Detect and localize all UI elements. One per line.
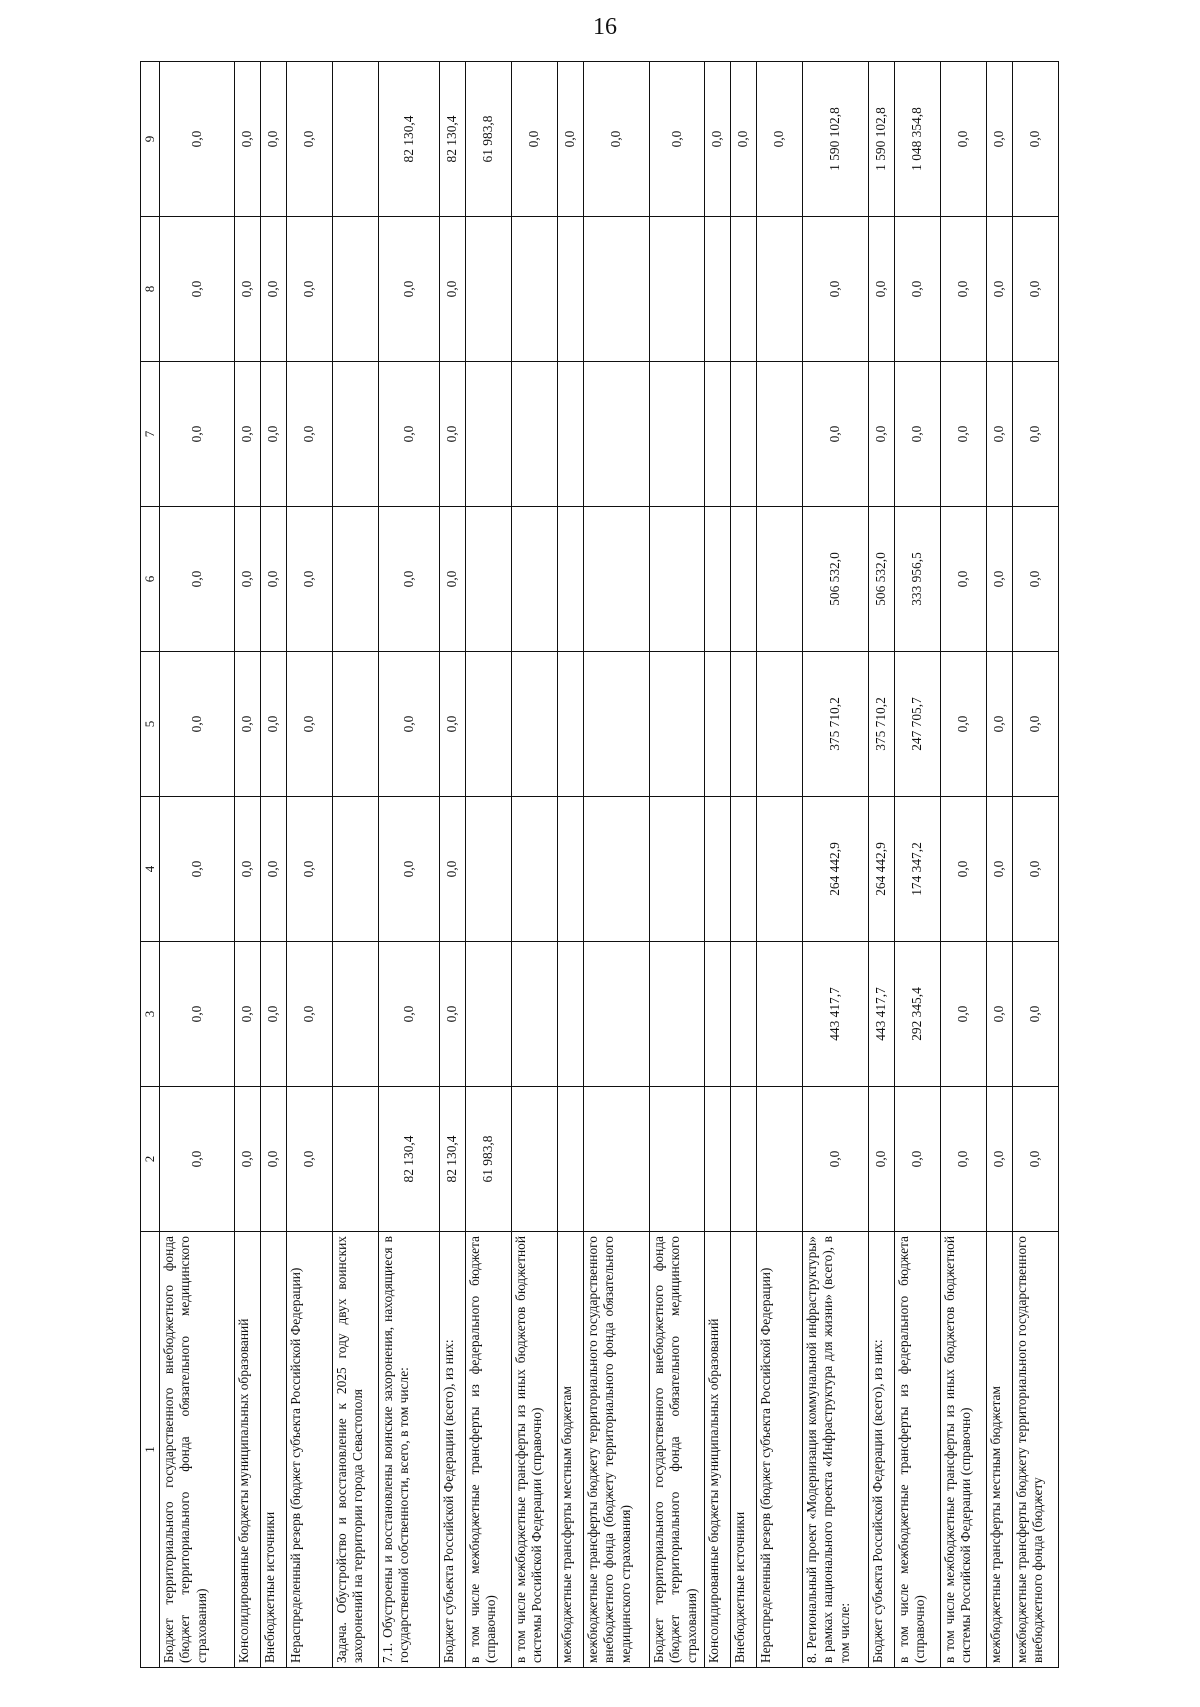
- value-cell: 0,0: [260, 362, 286, 507]
- value-cell: 1 048 354,8: [894, 62, 940, 217]
- value-cell: [756, 797, 802, 942]
- value-cell: 0,0: [986, 217, 1012, 362]
- value-cell: 0,0: [986, 362, 1012, 507]
- value-cell: [756, 362, 802, 507]
- table-row: [986, 62, 1012, 1668]
- value-cell: 375 710,2: [868, 652, 894, 797]
- value-cell: 0,0: [159, 1087, 234, 1232]
- value-cell: [704, 1087, 730, 1232]
- value-cell: 0,0: [1012, 217, 1058, 362]
- header-cell: 5: [141, 652, 160, 797]
- value-cell: 0,0: [986, 652, 1012, 797]
- table-row: [802, 62, 868, 1668]
- value-cell: 0,0: [286, 797, 332, 942]
- value-cell: [332, 1087, 378, 1232]
- value-cell: [730, 362, 756, 507]
- header-cell: 8: [141, 217, 160, 362]
- value-cell: [704, 507, 730, 652]
- value-cell: [756, 507, 802, 652]
- value-cell: 0,0: [730, 62, 756, 217]
- value-cell: [332, 362, 378, 507]
- value-cell: 0,0: [234, 507, 260, 652]
- table-row: [260, 62, 286, 1668]
- header-cell: 7: [141, 362, 160, 507]
- value-cell: 292 345,4: [894, 942, 940, 1087]
- table-row: [439, 62, 465, 1668]
- value-cell: 0,0: [986, 1087, 1012, 1232]
- row-label: Бюджет территориального государственного внебюджетного фонда (бюджет территориального фонда обязательного медицинского страхования): [159, 1232, 234, 1668]
- table-row: [894, 62, 940, 1668]
- value-cell: 443 417,7: [868, 942, 894, 1087]
- row-label: межбюджетные трансферты бюджету территориального государственного внебюджетного фонда (бюджету территориального фонда обязательного медицинского страхования): [583, 1232, 649, 1668]
- value-cell: 0,0: [1012, 652, 1058, 797]
- value-cell: [730, 1087, 756, 1232]
- value-cell: [557, 217, 583, 362]
- value-cell: 0,0: [940, 797, 986, 942]
- value-cell: 0,0: [894, 217, 940, 362]
- row-label: Бюджет субъекта Российской Федерации (всего), из них:: [868, 1232, 894, 1668]
- row-label: в том числе межбюджетные трансферты из иных бюджетов бюджетной системы Российской Федерации (справочно): [940, 1232, 986, 1668]
- value-cell: 0,0: [940, 942, 986, 1087]
- value-cell: 0,0: [159, 652, 234, 797]
- value-cell: 0,0: [940, 1087, 986, 1232]
- value-cell: 0,0: [159, 217, 234, 362]
- value-cell: 333 956,5: [894, 507, 940, 652]
- value-cell: 0,0: [439, 652, 465, 797]
- value-cell: [649, 362, 704, 507]
- value-cell: 0,0: [802, 362, 868, 507]
- value-cell: [649, 217, 704, 362]
- value-cell: 0,0: [439, 217, 465, 362]
- value-cell: [465, 217, 511, 362]
- table-row: [704, 62, 730, 1668]
- value-cell: 0,0: [868, 362, 894, 507]
- value-cell: [583, 507, 649, 652]
- value-cell: 61 983,8: [465, 62, 511, 217]
- value-cell: [465, 362, 511, 507]
- table-row: [332, 62, 378, 1668]
- value-cell: 0,0: [234, 62, 260, 217]
- value-cell: [465, 797, 511, 942]
- value-cell: [511, 942, 557, 1087]
- value-cell: [730, 217, 756, 362]
- value-cell: 61 983,8: [465, 1087, 511, 1232]
- header-cell: 6: [141, 507, 160, 652]
- value-cell: 0,0: [802, 217, 868, 362]
- value-cell: [511, 362, 557, 507]
- value-cell: [511, 217, 557, 362]
- value-cell: 0,0: [868, 1087, 894, 1232]
- value-cell: 0,0: [894, 362, 940, 507]
- table-row: [511, 62, 557, 1668]
- row-label: Бюджет субъекта Российской Федерации (всего), из них:: [439, 1232, 465, 1668]
- value-cell: 1 590 102,8: [802, 62, 868, 217]
- value-cell: 0,0: [1012, 797, 1058, 942]
- value-cell: 443 417,7: [802, 942, 868, 1087]
- value-cell: [583, 217, 649, 362]
- value-cell: 0,0: [234, 217, 260, 362]
- value-cell: 0,0: [234, 362, 260, 507]
- value-cell: 0,0: [756, 62, 802, 217]
- header-cell: 9: [141, 62, 160, 217]
- value-cell: 1 590 102,8: [868, 62, 894, 217]
- value-cell: 0,0: [260, 942, 286, 1087]
- table-row: [730, 62, 756, 1668]
- value-cell: 0,0: [1012, 62, 1058, 217]
- value-cell: 0,0: [159, 797, 234, 942]
- value-cell: 0,0: [234, 942, 260, 1087]
- value-cell: [332, 942, 378, 1087]
- value-cell: 0,0: [704, 62, 730, 217]
- value-cell: 0,0: [378, 797, 439, 942]
- value-cell: 0,0: [511, 62, 557, 217]
- value-cell: [730, 652, 756, 797]
- value-cell: [583, 797, 649, 942]
- value-cell: 0,0: [159, 942, 234, 1087]
- budget-table: [140, 61, 1059, 1668]
- value-cell: [704, 217, 730, 362]
- table-row: [1012, 62, 1058, 1668]
- value-cell: [756, 1087, 802, 1232]
- value-cell: [704, 362, 730, 507]
- value-cell: 0,0: [940, 507, 986, 652]
- table-row: [378, 62, 439, 1668]
- row-label: межбюджетные трансферты бюджету территориального государственного внебюджетного фонда (бюджету: [1012, 1232, 1058, 1668]
- value-cell: 0,0: [286, 942, 332, 1087]
- value-cell: [649, 942, 704, 1087]
- row-label: в том числе межбюджетные трансферты из иных бюджетов бюджетной системы Российской Федерации (справочно): [511, 1232, 557, 1668]
- table-row: [583, 62, 649, 1668]
- value-cell: [511, 1087, 557, 1232]
- value-cell: [704, 942, 730, 1087]
- value-cell: 0,0: [378, 217, 439, 362]
- value-cell: 82 130,4: [439, 1087, 465, 1232]
- value-cell: [511, 652, 557, 797]
- value-cell: [511, 797, 557, 942]
- value-cell: 0,0: [940, 217, 986, 362]
- value-cell: 0,0: [159, 507, 234, 652]
- value-cell: 0,0: [260, 1087, 286, 1232]
- table-row: [557, 62, 583, 1668]
- value-cell: [332, 507, 378, 652]
- value-cell: 82 130,4: [439, 62, 465, 217]
- budget-table-rotated: [140, 62, 1046, 1668]
- value-cell: 0,0: [1012, 362, 1058, 507]
- value-cell: [332, 797, 378, 942]
- value-cell: 0,0: [286, 507, 332, 652]
- header-cell: 1: [141, 1232, 160, 1668]
- value-cell: 0,0: [868, 217, 894, 362]
- table-row: [465, 62, 511, 1668]
- table-row: [159, 62, 234, 1668]
- value-cell: 0,0: [940, 62, 986, 217]
- row-label: Консолидированные бюджеты муниципальных образований: [704, 1232, 730, 1668]
- value-cell: 0,0: [378, 362, 439, 507]
- value-cell: 0,0: [1012, 507, 1058, 652]
- value-cell: 0,0: [986, 507, 1012, 652]
- value-cell: [465, 507, 511, 652]
- value-cell: [583, 652, 649, 797]
- table-row: [940, 62, 986, 1668]
- row-label: Нераспределенный резерв (бюджет субъекта Российской Федерации): [756, 1232, 802, 1668]
- value-cell: 0,0: [260, 507, 286, 652]
- value-cell: [730, 797, 756, 942]
- value-cell: [649, 1087, 704, 1232]
- value-cell: 0,0: [234, 797, 260, 942]
- value-cell: [557, 942, 583, 1087]
- value-cell: [583, 362, 649, 507]
- value-cell: [465, 942, 511, 1087]
- table-row: [234, 62, 260, 1668]
- row-label: Задача. Обустройство и восстановление к 2025 году двух воинских захоронений на территории города Севастополя: [332, 1232, 378, 1668]
- table-row: [868, 62, 894, 1668]
- value-cell: [730, 507, 756, 652]
- row-label: Бюджет территориального государственного внебюджетного фонда (бюджет территориального фонда обязательного медицинского страхования): [649, 1232, 704, 1668]
- table-row: [649, 62, 704, 1668]
- value-cell: 0,0: [894, 1087, 940, 1232]
- row-label: Внебюджетные источники: [730, 1232, 756, 1668]
- value-cell: [332, 62, 378, 217]
- value-cell: 82 130,4: [378, 1087, 439, 1232]
- value-cell: 0,0: [286, 1087, 332, 1232]
- table-row: [756, 62, 802, 1668]
- value-cell: 0,0: [378, 942, 439, 1087]
- value-cell: 0,0: [439, 942, 465, 1087]
- header-row: [141, 62, 160, 1668]
- row-label: Внебюджетные источники: [260, 1232, 286, 1668]
- value-cell: 0,0: [986, 942, 1012, 1087]
- row-label: 8. Региональный проект «Модернизация коммунальной инфраструктуры» в рамках национального проекта «Инфраструктура для жизни» (всего), в том числе:: [802, 1232, 868, 1668]
- value-cell: 0,0: [439, 507, 465, 652]
- value-cell: 0,0: [286, 217, 332, 362]
- value-cell: 0,0: [1012, 942, 1058, 1087]
- value-cell: [756, 942, 802, 1087]
- value-cell: [332, 652, 378, 797]
- value-cell: [756, 217, 802, 362]
- value-cell: 0,0: [260, 652, 286, 797]
- value-cell: 264 442,9: [868, 797, 894, 942]
- header-cell: 4: [141, 797, 160, 942]
- value-cell: 82 130,4: [378, 62, 439, 217]
- value-cell: 506 532,0: [868, 507, 894, 652]
- value-cell: 0,0: [583, 62, 649, 217]
- value-cell: 0,0: [234, 1087, 260, 1232]
- value-cell: [583, 942, 649, 1087]
- value-cell: 174 347,2: [894, 797, 940, 942]
- row-label: межбюджетные трансферты местным бюджетам: [986, 1232, 1012, 1668]
- table-row: [286, 62, 332, 1668]
- value-cell: [557, 1087, 583, 1232]
- value-cell: 0,0: [986, 797, 1012, 942]
- value-cell: 0,0: [439, 362, 465, 507]
- value-cell: [704, 652, 730, 797]
- value-cell: 247 705,7: [894, 652, 940, 797]
- value-cell: [557, 797, 583, 942]
- row-label: Нераспределенный резерв (бюджет субъекта Российской Федерации): [286, 1232, 332, 1668]
- value-cell: 0,0: [260, 62, 286, 217]
- value-cell: 0,0: [1012, 1087, 1058, 1232]
- value-cell: 506 532,0: [802, 507, 868, 652]
- value-cell: 0,0: [378, 507, 439, 652]
- value-cell: 0,0: [286, 62, 332, 217]
- value-cell: [649, 507, 704, 652]
- value-cell: 0,0: [649, 62, 704, 217]
- page-number: 16: [593, 14, 617, 40]
- value-cell: [730, 942, 756, 1087]
- value-cell: 264 442,9: [802, 797, 868, 942]
- value-cell: 0,0: [286, 362, 332, 507]
- value-cell: 0,0: [260, 217, 286, 362]
- value-cell: [649, 797, 704, 942]
- value-cell: [511, 507, 557, 652]
- value-cell: 0,0: [260, 797, 286, 942]
- value-cell: [332, 217, 378, 362]
- row-label: Консолидированные бюджеты муниципальных образований: [234, 1232, 260, 1668]
- value-cell: [557, 652, 583, 797]
- value-cell: 0,0: [802, 1087, 868, 1232]
- value-cell: 0,0: [940, 362, 986, 507]
- row-label: в том числе межбюджетные трансферты из федерального бюджета (справочно): [465, 1232, 511, 1668]
- value-cell: 375 710,2: [802, 652, 868, 797]
- value-cell: 0,0: [378, 652, 439, 797]
- value-cell: 0,0: [159, 362, 234, 507]
- budget-table-frame: [140, 62, 1046, 1668]
- value-cell: 0,0: [159, 62, 234, 217]
- value-cell: 0,0: [439, 797, 465, 942]
- value-cell: [756, 652, 802, 797]
- value-cell: 0,0: [234, 652, 260, 797]
- value-cell: 0,0: [986, 62, 1012, 217]
- value-cell: 0,0: [286, 652, 332, 797]
- value-cell: 0,0: [940, 652, 986, 797]
- value-cell: [649, 652, 704, 797]
- row-label: в том числе межбюджетные трансферты из федерального бюджета (справочно): [894, 1232, 940, 1668]
- header-cell: 3: [141, 942, 160, 1087]
- value-cell: 0,0: [557, 62, 583, 217]
- row-label: 7.1. Обустроены и восстановлены воинские захоронения, находящиеся в государственной собственности, всего, в том числе:: [378, 1232, 439, 1668]
- value-cell: [583, 1087, 649, 1232]
- value-cell: [557, 362, 583, 507]
- value-cell: [704, 797, 730, 942]
- row-label: межбюджетные трансферты местным бюджетам: [557, 1232, 583, 1668]
- header-cell: 2: [141, 1087, 160, 1232]
- value-cell: [465, 652, 511, 797]
- value-cell: [557, 507, 583, 652]
